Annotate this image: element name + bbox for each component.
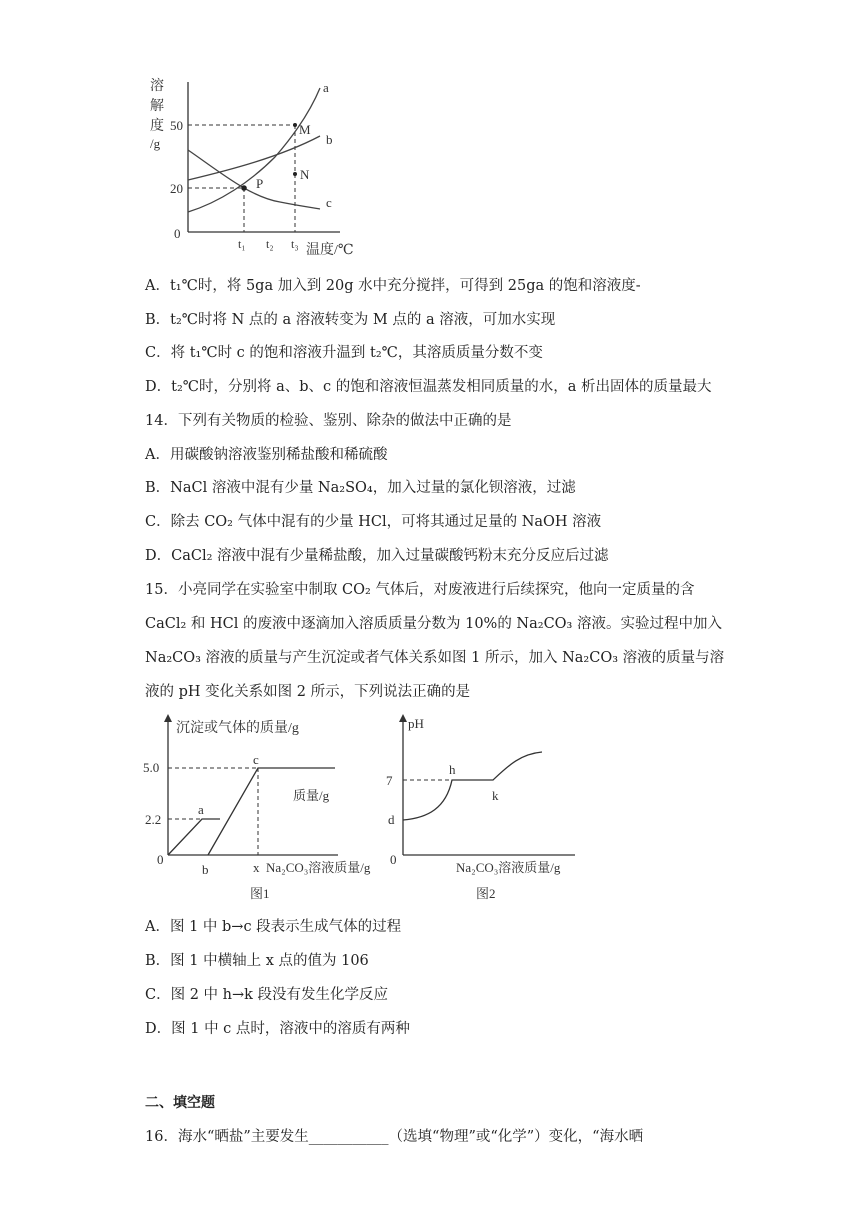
y-title-1: 溶	[150, 79, 164, 94]
q14-option-d: D．CaCl₂ 溶液中混有少量稀盐酸，加入过量碳酸钙粉末充分反应后过滤	[145, 548, 609, 564]
q15-option-c: C．图 2 中 h→k 段没有发生化学反应	[145, 987, 389, 1003]
fig2-y-tick-0: 0	[390, 852, 397, 867]
q16-stem: 16．海水“晒盐”主要发生___________（选填“物理”或“化学”）变化，“海水晒	[145, 1129, 644, 1145]
label-m: M	[299, 122, 311, 137]
point-p	[241, 185, 247, 191]
y-tick-50: 50	[170, 118, 183, 133]
fig1-precipitate-line	[208, 768, 335, 855]
q13-option-c: C．将 t₁℃时 c 的饱和溶液升温到 t₂℃，其溶质质量分数不变	[145, 345, 543, 361]
q14-option-b: B．NaCl 溶液中混有少量 Na₂SO₄，加入过量的氯化钡溶液，过滤	[145, 480, 576, 496]
figure-2	[380, 712, 580, 908]
fig1-label-a: a	[198, 802, 204, 817]
solubility-chart	[140, 72, 360, 262]
x-tick-t1: t₁	[238, 237, 246, 251]
q15-stem-line-4: 液的 pH 变化关系如图 2 所示，下列说法正确的是	[145, 684, 471, 700]
fig1-label-b: b	[202, 862, 209, 877]
q14-option-a: A．用碳酸钠溶液鉴别稀盐酸和稀硫酸	[145, 447, 388, 463]
fig1-gas-line	[168, 819, 220, 855]
point-n	[293, 172, 297, 176]
figure-1	[140, 712, 390, 908]
q15-stem-line-3: Na₂CO₃ 溶液的质量与产生沉淀或者气体关系如图 1 所示，加入 Na₂CO₃ 溶液的质量与溶	[145, 650, 725, 666]
fig2-caption: 图2	[476, 886, 496, 901]
fig2-x-label: Na₂CO₃溶液质量/g	[456, 860, 561, 875]
q13-option-b: B．t₂℃时将 N 点的 a 溶液转变为 M 点的 a 溶液，可加水实现	[145, 312, 556, 328]
fig2-y-arrow	[399, 714, 407, 722]
point-m	[293, 123, 297, 127]
fig1-y-tick-0: 0	[157, 852, 164, 867]
fig2-y-title: pH	[408, 716, 424, 731]
fig2-label-k: k	[492, 788, 499, 803]
q15-option-a: A．图 1 中 b→c 段表示生成气体的过程	[145, 919, 402, 935]
label-a: a	[323, 80, 329, 95]
fig1-label-x: x	[253, 860, 260, 875]
fig1-x-label: Na₂CO₃溶液质量/g	[266, 860, 371, 875]
q14-option-c: C．除去 CO₂ 气体中混有的少量 HCl，可将其通过足量的 NaOH 溶液	[145, 514, 602, 530]
y-tick-20: 20	[170, 181, 183, 196]
figure-1-svg	[140, 712, 390, 908]
q14-stem: 14．下列有关物质的检验、鉴别、除杂的做法中正确的是	[145, 413, 512, 429]
fig1-y-title: 沉淀或气体的质量/g	[176, 721, 299, 736]
y-title-3: 度	[150, 119, 164, 134]
label-n: N	[300, 167, 310, 182]
fig2-y-tick-7: 7	[386, 773, 393, 788]
fig2-y-tick-d: d	[388, 812, 395, 827]
label-p: P	[256, 176, 264, 191]
x-tick-t3: t₃	[291, 237, 299, 251]
fig1-y-tick-5: 5.0	[143, 760, 160, 775]
q15-option-b: B．图 1 中横轴上 x 点的值为 106	[145, 953, 369, 969]
solubility-chart-svg	[140, 72, 360, 262]
label-b: b	[326, 132, 333, 147]
x-label: 温度/℃	[306, 243, 354, 258]
fig1-inner-text: 质量/g	[293, 788, 330, 803]
fig2-ph-curve	[403, 752, 542, 820]
q15-option-d: D．图 1 中 c 点时，溶液中的溶质有两种	[145, 1021, 410, 1037]
q13-option-a: A．t₁℃时，将 5ga 加入到 20g 水中充分搅拌，可得到 25ga 的饱和溶液度-	[145, 278, 641, 294]
fig2-label-h: h	[449, 762, 456, 777]
fig1-y-tick-2-2: 2.2	[145, 812, 162, 827]
q13-option-d: D．t₂℃时，分别将 a、b、c 的饱和溶液恒温蒸发相同质量的水，a 析出固体的质量最大	[145, 379, 712, 395]
label-c: c	[326, 195, 332, 210]
q15-stem-line-1: 15．小亮同学在实验室中制取 CO₂ 气体后，对废液进行后续探究，他向一定质量的含	[145, 582, 695, 598]
y-title-4: /g	[150, 136, 161, 151]
figure-2-svg	[380, 712, 580, 908]
section-title: 二、填空题	[145, 1095, 215, 1111]
fig1-label-c: c	[253, 752, 259, 767]
fig1-y-arrow	[164, 714, 172, 722]
x-tick-t2: t₂	[266, 237, 274, 251]
y-title-2: 解	[150, 99, 164, 114]
q15-stem-line-2: CaCl₂ 和 HCl 的废液中逐滴加入溶质质量分数为 10%的 Na₂CO₃ 溶液。实验过程中加入	[145, 616, 722, 632]
y-tick-0: 0	[174, 226, 181, 241]
fig1-caption: 图1	[250, 886, 270, 901]
